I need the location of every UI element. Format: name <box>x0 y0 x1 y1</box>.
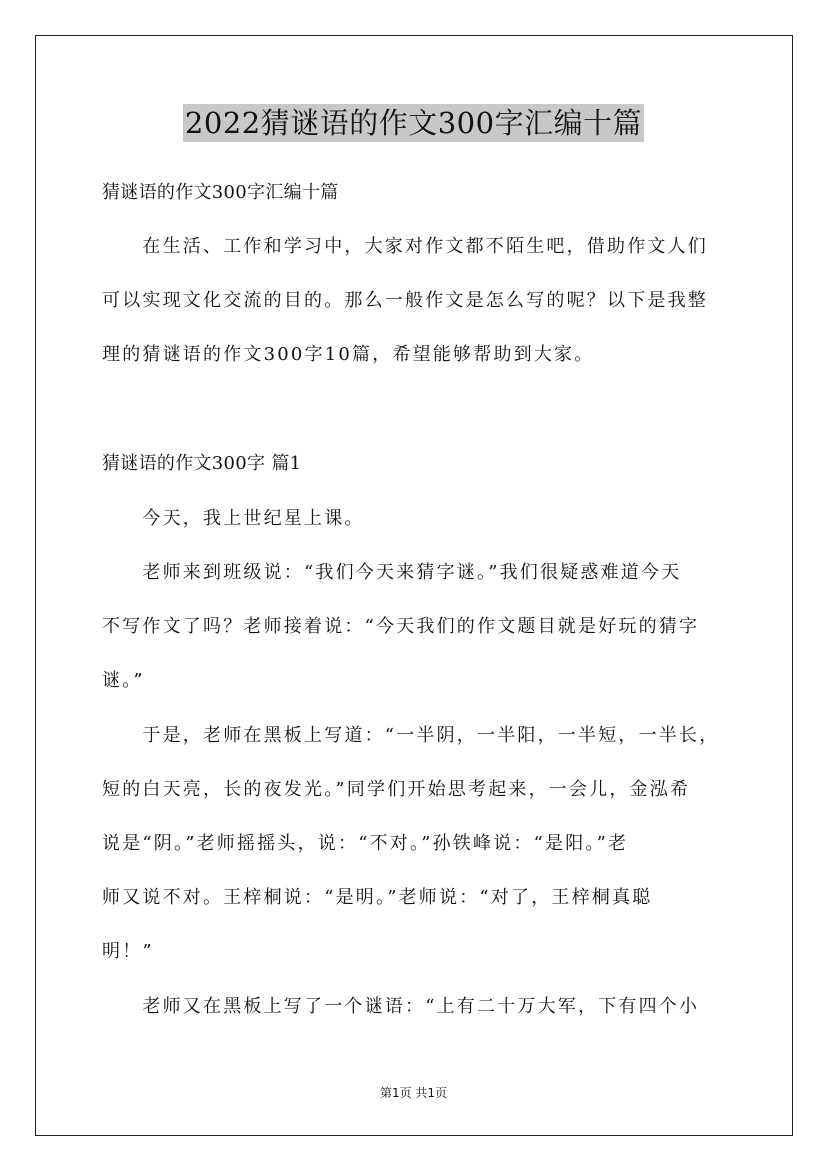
document-title-text: 2022猜谜语的作文300字汇编十篇 <box>184 106 643 140</box>
body-paragraph-3-line-1: 于是，老师在黑板上写道：“一半阴，一半阳，一半短，一半长， <box>102 725 720 746</box>
subtitle-line: 猜谜语的作文300字汇编十篇 <box>102 182 339 203</box>
intro-paragraph-line-3: 理的猜谜语的作文300字10篇，希望能够帮助到大家。 <box>102 344 595 365</box>
intro-paragraph-line-2: 可以实现文化交流的目的。那么一般作文是怎么写的呢？以下是我整 <box>102 290 708 311</box>
body-paragraph-1-line-1: 今天，我上世纪星上课。 <box>102 508 365 529</box>
document-title <box>0 104 827 153</box>
body-paragraph-3-line-4: 师又说不对。王梓桐说：“是明。”老师说：“对了，王梓桐真聪 <box>102 887 653 908</box>
body-paragraph-3-line-2: 短的白天亮，长的夜发光。”同学们开始思考起来，一会儿，金泓希 <box>102 779 691 800</box>
section-heading: 猜谜语的作文300字 篇1 <box>102 453 302 474</box>
page-number-footer: 第1页 共1页 <box>379 1086 448 1100</box>
body-paragraph-4-line-1: 老师又在黑板上写了一个谜语：“上有二十万大军，下有四个小 <box>102 996 700 1017</box>
body-paragraph-2-line-1: 老师来到班级说：“我们今天来猜字谜。”我们很疑惑难道今天 <box>102 562 682 583</box>
body-paragraph-3-line-3: 说是“阴。”老师摇摇头，说：“不对。”孙铁峰说：“是阳。”老 <box>102 833 629 854</box>
body-paragraph-2-line-3: 谜。” <box>102 670 145 691</box>
body-paragraph-2-line-2: 不写作文了吗？老师接着说：“今天我们的作文题目就是好玩的猜字 <box>102 616 700 637</box>
body-paragraph-3-line-5: 明！” <box>102 941 154 962</box>
intro-paragraph-line-1: 在生活、工作和学习中，大家对作文都不陌生吧，借助作文人们 <box>102 236 708 257</box>
